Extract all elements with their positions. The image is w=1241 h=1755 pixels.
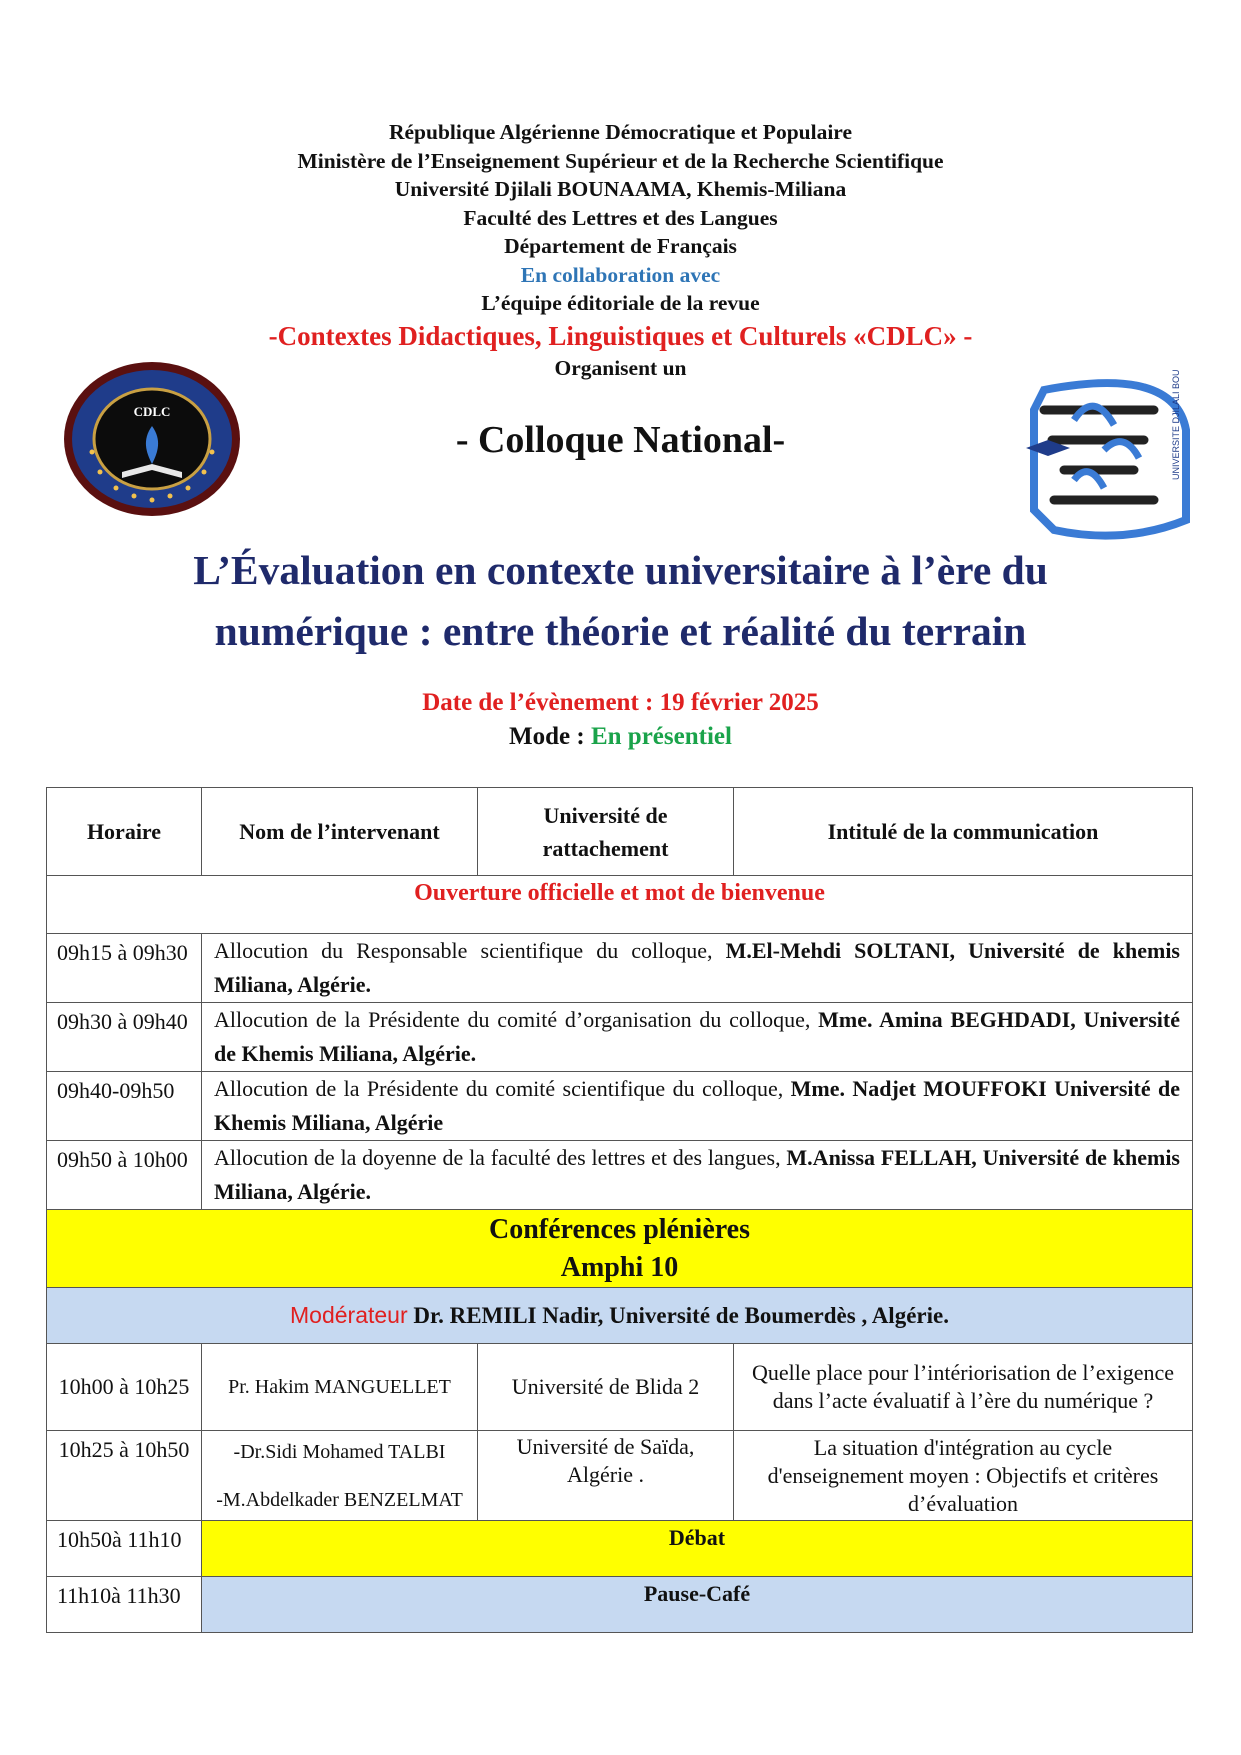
event-mode-value: En présentiel xyxy=(590,723,732,750)
plenary-cell xyxy=(47,1210,1193,1288)
header-horaire: Horaire xyxy=(47,788,202,876)
debate-time: 10h50à 11h10 xyxy=(47,1521,202,1577)
moderator-value: Dr. REMILI Nadir, Université de Boumerdès , Algérie. xyxy=(407,1303,949,1328)
talk-speakers xyxy=(202,1431,478,1521)
table-row xyxy=(47,1003,1193,1072)
row-time: 09h30 à 09h40 xyxy=(47,1003,202,1072)
talk-topic: La situation d'intégration au cycle d'enseignement moyen : Objectifs et critères d’évaluation xyxy=(734,1431,1193,1521)
event-title-line2: numérique : entre théorie et réalité du terrain xyxy=(214,608,1027,654)
talk-time: 10h00 à 10h25 xyxy=(47,1344,202,1431)
table-row xyxy=(47,934,1193,1003)
row-text xyxy=(202,934,1193,1003)
moderator-row xyxy=(47,1288,1193,1344)
event-mode xyxy=(0,720,1241,754)
debate-row xyxy=(47,1521,1193,1577)
header-organise: Organisent un xyxy=(554,355,687,380)
row-text-bold: Mme. Nadjet MOUFFOKI Université de Khemis Miliana, Algérie xyxy=(214,1076,1181,1135)
header-team: L’équipe éditoriale de la revue xyxy=(481,291,760,315)
pause-row xyxy=(47,1577,1193,1633)
talk-speaker-2: -M.Abdelkader BENZELMAT xyxy=(216,1488,463,1511)
plenary-title: Conférences plénières xyxy=(488,1213,751,1245)
event-title-line1: L’Évaluation en contexte universitaire à l’ère du xyxy=(193,547,1048,593)
table-row xyxy=(47,1072,1193,1141)
row-text-bold: M.Anissa FELLAH, Université de khemis Miliana, Algérie. xyxy=(214,1145,1180,1204)
header-line-faculty: Faculté des Lettres et des Langues xyxy=(463,205,778,230)
institution-header xyxy=(0,118,1241,382)
table-row xyxy=(47,1141,1193,1210)
table-row xyxy=(47,1431,1193,1521)
row-text-plain: Allocution de la doyenne de la faculté des lettres et des langues, xyxy=(214,1145,787,1170)
opening-row xyxy=(47,876,1193,934)
row-time: 09h50 à 10h00 xyxy=(47,1141,202,1210)
table-header-row xyxy=(47,788,1193,876)
moderator-cell xyxy=(47,1288,1193,1344)
talk-speaker: Pr. Hakim MANGUELLET xyxy=(202,1344,478,1431)
row-text-bold: Mme. Amina BEGHDADI, Université de Khemis Miliana, Algérie. xyxy=(214,1007,1181,1066)
row-time: 09h15 à 09h30 xyxy=(47,934,202,1003)
talk-university: Université de Saïda, Algérie . xyxy=(478,1431,734,1521)
opening-title: Ouverture officielle et mot de bienvenue xyxy=(47,876,1193,934)
talk-speaker: -Dr.Sidi Mohamed TALBI xyxy=(233,1440,446,1463)
pause-label: Pause-Café xyxy=(202,1577,1193,1633)
row-text-plain: Allocution de la Présidente du comité d’organisation du colloque, xyxy=(214,1007,819,1032)
row-text-bold: M.El-Mehdi SOLTANI, Université de khemis Miliana, Algérie. xyxy=(214,938,1180,997)
header-intitule: Intitulé de la communication xyxy=(734,788,1193,876)
table-row xyxy=(47,1344,1193,1431)
row-text xyxy=(202,1003,1193,1072)
moderator-label: Modérateur xyxy=(290,1302,408,1328)
event-mode-label: Mode : xyxy=(509,723,591,750)
plenary-room: Amphi 10 xyxy=(560,1251,679,1283)
header-line-ministry: Ministère de l’Enseignement Supérieur et de la Recherche Scientifique xyxy=(297,148,944,173)
row-text xyxy=(202,1141,1193,1210)
header-intervenant: Nom de l’intervenant xyxy=(202,788,478,876)
event-title xyxy=(0,540,1241,662)
university-logo xyxy=(1004,370,1192,550)
row-text xyxy=(202,1072,1193,1141)
talk-university: Université de Blida 2 xyxy=(478,1344,734,1431)
debate-label: Débat xyxy=(202,1521,1193,1577)
row-text-plain: Allocution de la Présidente du comité scientifique du colloque, xyxy=(214,1076,791,1101)
university-logo-text: UNIVERSITE DJILALI BOUNAAMA xyxy=(1171,370,1181,480)
header-line-department: Département de Français xyxy=(504,234,737,258)
colloque-heading: - Colloque National- xyxy=(455,419,786,461)
header-collaboration: En collaboration avec xyxy=(520,262,721,287)
program-table xyxy=(46,787,1193,1633)
pause-time: 11h10à 11h30 xyxy=(47,1577,202,1633)
talk-topic: Quelle place pour l’intériorisation de l’exigence dans l’acte évaluatif à l’ère du numérique ? xyxy=(734,1344,1193,1431)
header-line-republic: République Algérienne Démocratique et Populaire xyxy=(388,120,853,144)
plenary-row xyxy=(47,1210,1193,1288)
event-date: Date de l’évènement : 19 février 2025 xyxy=(422,689,819,716)
cdlc-logo-text: CDLC xyxy=(133,404,171,419)
talk-time: 10h25 à 10h50 xyxy=(47,1431,202,1521)
header-line-university: Université Djilali BOUNAAMA, Khemis-Miliana xyxy=(394,177,847,201)
header-universite: Université de rattachement xyxy=(478,788,734,876)
event-info xyxy=(0,686,1241,754)
row-text-plain: Allocution du Responsable scientifique du colloque, xyxy=(214,938,726,963)
row-time: 09h40-09h50 xyxy=(47,1072,202,1141)
journal-name: -Contextes Didactiques, Linguistiques et Culturels «CDLC» - xyxy=(268,320,973,351)
